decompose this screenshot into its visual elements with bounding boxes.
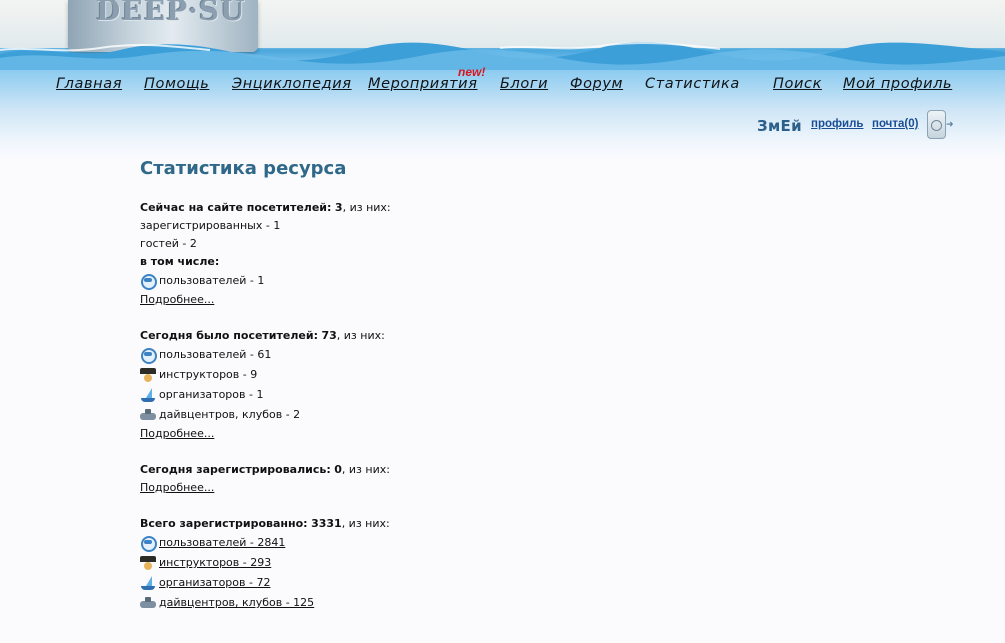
wave-decoration — [0, 40, 1005, 70]
heading-count: 3 — [334, 201, 343, 214]
today-registered-section — [140, 461, 390, 497]
list-item — [140, 385, 385, 405]
online-now-section — [140, 199, 391, 309]
nav-search[interactable]: Поиск — [773, 76, 822, 92]
heading-suffix: , из них: — [342, 201, 391, 214]
mailbox-icon[interactable]: ➜ — [927, 110, 946, 139]
more-link[interactable]: Подробнее... — [140, 293, 215, 306]
section-heading — [140, 461, 390, 479]
submarine-icon — [140, 407, 156, 423]
clubs-count: дайвцентров, клубов - 2 — [159, 408, 301, 421]
instructor-icon — [140, 367, 156, 383]
section-heading — [140, 199, 391, 217]
instructor-icon — [140, 555, 156, 571]
heading-count: 73 — [321, 329, 337, 342]
heading-count: 3331 — [311, 517, 342, 530]
page-title: Статистика ресурса — [140, 158, 347, 179]
heading-suffix: , из них: — [336, 329, 385, 342]
diver-mask-icon — [140, 273, 156, 289]
section-heading — [140, 515, 390, 533]
sailboat-icon — [140, 575, 156, 591]
list-item — [140, 365, 385, 385]
submarine-icon — [140, 595, 156, 611]
site-logo[interactable]: DEEP·SU — [96, 0, 246, 27]
diver-mask-icon — [140, 347, 156, 363]
diver-mask-icon — [140, 535, 156, 551]
including-label: в том числе: — [140, 255, 220, 268]
total-registered-section — [140, 515, 390, 613]
total-clubs-link[interactable]: дайвцентров, клубов - 125 — [159, 596, 315, 609]
total-instructors-link[interactable]: инструкторов - 293 — [159, 556, 272, 569]
main-content — [140, 155, 740, 609]
nav-forum[interactable]: Форум — [570, 76, 624, 92]
nav-statistics[interactable]: Статистика — [645, 76, 740, 92]
instructors-count: инструкторов - 9 — [159, 368, 258, 381]
nav-help[interactable]: Помощь — [144, 76, 210, 92]
total-users-link[interactable]: пользователей - 2841 — [159, 536, 286, 549]
profile-link[interactable]: профиль — [811, 118, 864, 130]
username: ЗмЕй — [757, 117, 802, 135]
more-link[interactable]: Подробнее... — [140, 427, 215, 440]
list-item — [140, 271, 391, 291]
heading-label: Сегодня зарегистрировались: — [140, 463, 331, 476]
mail-link[interactable]: почта(0) — [872, 118, 919, 130]
today-visitors-section — [140, 327, 385, 443]
more-link[interactable]: Подробнее... — [140, 481, 215, 494]
list-item — [140, 345, 385, 365]
site-header — [0, 0, 1005, 160]
list-item — [140, 593, 390, 613]
heading-suffix: , из них: — [341, 517, 390, 530]
sailboat-icon — [140, 387, 156, 403]
heading-label: Сегодня было посетителей: — [140, 329, 318, 342]
total-organizers-link[interactable]: организаторов - 72 — [159, 576, 271, 589]
main-navigation — [0, 76, 1005, 96]
nav-encyclopedia[interactable]: Энциклопедия — [232, 76, 352, 92]
list-item — [140, 573, 390, 593]
list-item — [140, 533, 390, 553]
user-bar — [757, 108, 997, 142]
list-item — [140, 553, 390, 573]
nav-my-profile[interactable]: Мой профиль — [843, 76, 953, 92]
organizers-count: организаторов - 1 — [159, 388, 264, 401]
nav-home[interactable]: Главная — [56, 76, 123, 92]
section-heading — [140, 327, 385, 345]
users-count: пользователей - 1 — [159, 274, 265, 287]
guests-count: гостей - 2 — [140, 237, 197, 250]
heading-label: Всего зарегистрированно: — [140, 517, 308, 530]
heading-suffix: , из них: — [341, 463, 390, 476]
registered-count: зарегистрированных - 1 — [140, 219, 281, 232]
new-badge: new! — [458, 65, 486, 79]
nav-events[interactable]: Мероприятия — [368, 76, 478, 92]
list-item — [140, 405, 385, 425]
users-count: пользователей - 61 — [159, 348, 272, 361]
heading-label: Сейчас на сайте посетителей: — [140, 201, 332, 214]
nav-blogs[interactable]: Блоги — [500, 76, 549, 92]
heading-count: 0 — [334, 463, 342, 476]
